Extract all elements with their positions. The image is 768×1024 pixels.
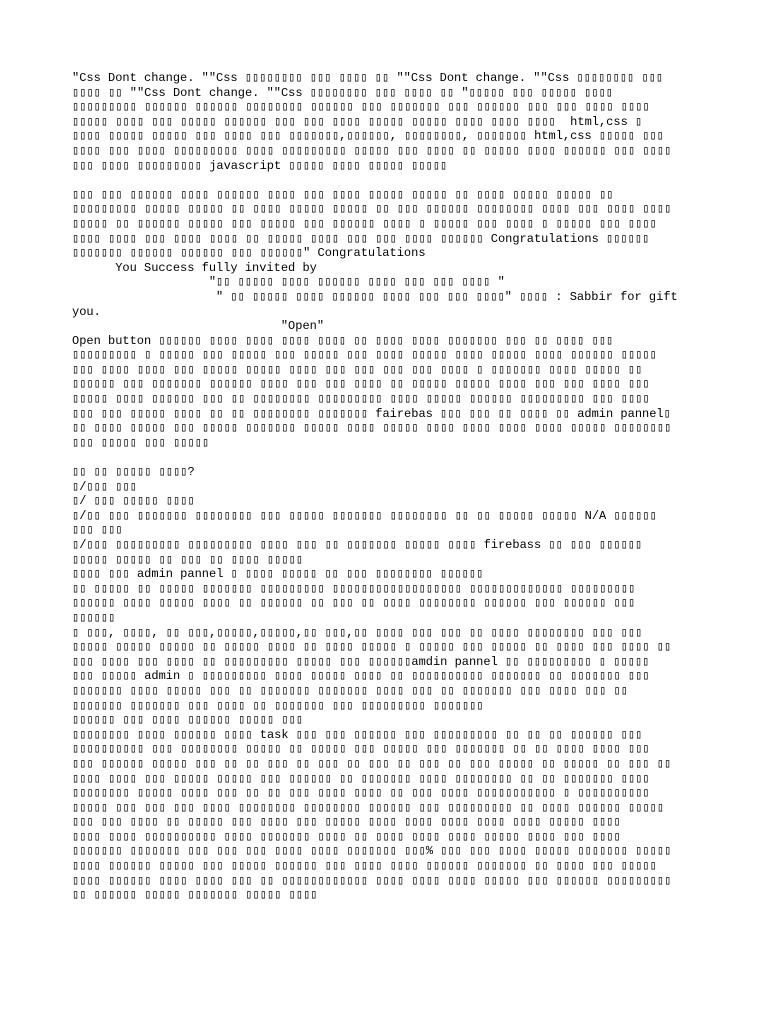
document-body-text xyxy=(72,71,712,903)
blank-line xyxy=(72,450,712,465)
text-line: You Success fully invited by xyxy=(72,260,317,275)
text-line: ▯▯▯▯▯▯▯▯▯ ▯▯▯▯▯▯ ▯▯▯▯▯▯ ▯▯▯▯▯▯▯▯ ▯▯▯▯▯▯ ▯▯▯ ▯▯▯▯▯▯▯ ▯▯▯ ▯▯▯▯▯▯ ▯▯▯ ▯▯▯ ▯▯▯▯ ▯▯▯▯ xyxy=(72,100,650,115)
text-line: ▯▯▯ ▯▯▯▯ ▯▯▯ ▯▯▯▯ ▯▯ ▯▯▯▯▯▯▯▯▯ ▯▯▯▯▯ ▯▯▯ ▯▯▯▯▯▯amdin pannel ▯▯ ▯▯▯▯▯▯▯▯▯ ▯ ▯▯▯▯▯ xyxy=(72,654,650,669)
text-line: ▯▯▯▯▯▯▯ ▯▯▯▯▯▯ ▯▯▯▯▯▯ ▯▯▯ ▯▯▯▯▯▯" Congratulations xyxy=(72,246,426,261)
blank-line xyxy=(72,173,712,188)
text-line: ▯▯▯▯▯▯ ▯▯▯ ▯▯▯▯ ▯▯▯▯▯▯ ▯▯▯▯▯ ▯▯▯ xyxy=(72,713,304,728)
text-line: ▯▯▯ ▯▯▯▯▯ admin ▯ ▯▯▯▯▯▯▯▯▯ ▯▯▯▯ ▯▯▯▯▯ ▯▯▯▯ ▯▯ ▯▯▯▯▯▯▯▯▯▯ ▯▯▯▯▯▯▯ ▯▯ ▯▯▯▯▯▯▯ ▯▯▯ xyxy=(72,669,650,684)
text-line: you. xyxy=(72,304,101,319)
text-line: ▯▯▯ ▯▯▯▯▯▯ ▯▯▯▯▯ ▯▯▯ ▯▯ ▯▯ ▯▯▯ ▯▯ ▯▯▯ ▯▯ ▯▯▯ ▯▯ ▯▯▯ ▯▯ ▯▯▯ ▯▯▯▯▯ ▯▯ ▯▯▯▯▯ ▯▯ ▯▯▯ ▯▯ xyxy=(72,756,672,771)
text-line: ▯▯▯▯ ▯▯▯▯ ▯▯▯ ▯▯▯▯▯ ▯▯▯▯▯ ▯▯▯ ▯▯▯▯▯▯ ▯▯ ▯▯▯▯▯▯▯ ▯▯▯▯ ▯▯▯▯▯▯▯▯ ▯▯ ▯▯ ▯▯▯▯▯▯▯ ▯▯▯▯ xyxy=(72,771,650,786)
text-line: ▯▯▯▯ ▯▯▯▯▯ ▯▯▯▯▯ ▯▯▯ ▯▯▯▯ ▯▯▯ ▯▯▯▯▯▯▯,▯▯▯▯▯▯, ▯▯▯▯▯▯▯▯, ▯▯▯▯▯▯▯ html,css ▯▯▯▯▯ ▯▯▯ xyxy=(72,129,664,144)
text-line: ▯▯▯▯▯▯▯ ▯▯▯▯▯▯▯ ▯▯▯ ▯▯▯▯ ▯▯ ▯▯▯▯▯▯▯ ▯▯▯ ▯▯▯▯▯▯▯▯▯ ▯▯▯▯▯▯▯ xyxy=(72,698,484,713)
text-line: ▯▯▯▯▯▯▯▯▯ ▯ ▯▯▯▯▯ ▯▯▯ ▯▯▯▯▯ ▯▯▯ ▯▯▯▯▯ ▯▯▯ ▯▯▯▯ ▯▯▯▯▯ ▯▯▯▯ ▯▯▯▯▯ ▯▯▯▯ ▯▯▯▯▯▯ ▯▯▯▯▯ xyxy=(72,348,657,363)
text-line: "Open" xyxy=(72,319,325,334)
text-line: ▯▯▯ ▯▯▯ xyxy=(72,523,123,538)
text-line: Open button ▯▯▯▯▯▯ ▯▯▯▯ ▯▯▯▯ ▯▯▯▯ ▯▯▯▯ ▯▯ ▯▯▯▯ ▯▯▯▯ ▯▯▯▯▯▯▯ ▯▯▯ ▯▯ ▯▯▯▯ ▯▯▯ xyxy=(72,333,614,348)
text-line: ▯▯▯▯▯ ▯▯▯▯▯ ▯▯▯▯▯ ▯▯ ▯▯▯▯▯ ▯▯▯▯ ▯▯ ▯▯▯▯ ▯▯▯▯▯ ▯ ▯▯▯▯▯ ▯▯▯ ▯▯▯▯▯ ▯▯ ▯▯▯▯ ▯▯▯ ▯▯▯▯ ▯▯ xyxy=(72,640,672,655)
text-line: ▯▯▯▯ ▯▯▯ admin pannel ▯ ▯▯▯▯ ▯▯▯▯▯ ▯▯ ▯▯▯ ▯▯▯▯▯▯▯▯ ▯▯▯▯▯▯ xyxy=(72,567,484,582)
text-line: ▯▯▯▯▯ ▯▯▯ ▯▯▯ ▯▯▯ ▯▯▯▯ ▯▯▯▯▯▯▯▯ ▯▯▯▯▯▯▯▯ ▯▯▯▯▯▯ ▯▯▯ ▯▯▯▯▯▯▯▯▯ ▯▯ ▯▯▯▯ ▯▯▯▯▯▯ ▯▯▯▯▯ xyxy=(72,800,665,815)
text-line: ▯▯▯▯▯▯▯ ▯▯▯▯ ▯▯▯▯▯ ▯▯▯ ▯▯ ▯▯▯▯▯▯▯ ▯▯▯▯▯▯▯ ▯▯▯▯ ▯▯▯ ▯▯ ▯▯▯▯▯▯▯ ▯▯▯ ▯▯▯▯ ▯▯▯ ▯▯ xyxy=(72,683,628,698)
text-line: ▯▯ ▯▯▯▯▯▯ ▯▯▯▯▯ ▯▯▯▯▯▯▯ ▯▯▯▯▯ ▯▯▯▯ xyxy=(72,888,318,903)
text-line: ▯▯▯▯▯▯▯▯ ▯▯▯▯▯ ▯▯▯▯ ▯▯▯ ▯▯ ▯▯ ▯▯▯ ▯▯▯▯ ▯▯▯▯ ▯▯ ▯▯▯ ▯▯▯▯ ▯▯▯▯▯▯▯▯▯▯▯ ▯ ▯▯▯▯▯▯▯▯▯▯ xyxy=(72,786,650,801)
text-line: ▯▯▯▯ ▯▯ ""Css Dont change. ""Css ▯▯▯▯▯▯▯▯ ▯▯▯ ▯▯▯▯ ▯▯ "▯▯▯▯▯ ▯▯▯ ▯▯▯▯▯ ▯▯▯▯ xyxy=(72,85,614,100)
text-line: ▯▯▯▯▯▯▯ ▯▯▯▯▯▯▯ ▯▯▯ ▯▯▯ ▯▯▯ ▯▯▯▯ ▯▯▯▯ ▯▯▯▯▯▯▯ ▯▯▯% ▯▯▯ ▯▯▯ ▯▯▯▯ ▯▯▯▯▯ ▯▯▯▯▯▯▯ ▯▯▯▯▯ xyxy=(72,844,672,859)
text-line: ▯▯▯▯▯▯ ▯▯▯▯ ▯▯▯▯▯ ▯▯▯▯ ▯▯ ▯▯▯▯▯▯ ▯▯ ▯▯▯ ▯▯ ▯▯▯▯ ▯▯▯▯▯▯▯▯ ▯▯▯▯▯▯ ▯▯▯ ▯▯▯▯▯▯ ▯▯▯ xyxy=(72,596,636,611)
text-line: ▯▯▯▯ ▯▯▯ ▯▯▯▯ ▯▯▯▯▯▯▯▯▯ ▯▯▯▯ ▯▯▯▯▯▯▯▯▯ ▯▯▯▯▯ ▯▯▯ ▯▯▯▯ ▯▯ ▯▯▯▯▯ ▯▯▯▯ ▯▯▯▯▯▯ ▯▯▯ ▯▯▯▯ xyxy=(72,143,672,158)
text-line: "▯▯ ▯▯▯▯▯ ▯▯▯▯ ▯▯▯▯▯▯ ▯▯▯▯ ▯▯▯ ▯▯▯ ▯▯▯▯ " xyxy=(72,275,505,290)
text-line: ▯▯▯▯▯ ▯▯▯▯ ▯▯▯ ▯▯▯▯▯ ▯▯▯▯▯▯ ▯▯▯ ▯▯▯ ▯▯▯▯ ▯▯▯▯▯ ▯▯▯▯▯ ▯▯▯▯ ▯▯▯▯ ▯▯▯▯ html,css ▯ xyxy=(72,114,643,129)
text-line: ▯▯▯▯▯ ▯▯▯▯ ▯▯▯▯▯▯ ▯▯▯ ▯▯ ▯▯▯▯▯▯▯▯ ▯▯▯▯▯▯▯▯▯ ▯▯▯▯ ▯▯▯▯▯ ▯▯▯▯▯▯ ▯▯▯▯▯▯▯▯▯ ▯▯▯ ▯▯▯▯ xyxy=(72,392,650,407)
text-line: ▯ ▯▯▯, ▯▯▯▯, ▯▯ ▯▯▯,▯▯▯▯▯,▯▯▯▯▯,▯▯ ▯▯▯,▯▯ ▯▯▯▯ ▯▯▯ ▯▯▯ ▯▯ ▯▯▯▯ ▯▯▯▯▯▯▯▯ ▯▯▯ ▯▯▯ xyxy=(72,625,643,640)
text-line: ▯/▯▯▯ ▯▯▯ xyxy=(72,479,137,494)
text-line: ▯▯ ▯▯ ▯▯▯▯▯ ▯▯▯▯? xyxy=(72,465,195,480)
text-line: ▯/▯▯▯ ▯▯▯▯▯▯▯▯▯ ▯▯▯▯▯▯▯▯▯ ▯▯▯▯ ▯▯▯ ▯▯ ▯▯▯▯▯▯▯ ▯▯▯▯▯ ▯▯▯▯ firebass ▯▯ ▯▯▯ ▯▯▯▯▯▯ xyxy=(72,538,643,552)
text-line: ▯/ ▯▯▯ ▯▯▯▯▯ ▯▯▯▯ xyxy=(72,494,195,509)
text-line: ▯▯▯▯▯▯▯▯▯ ▯▯▯▯▯ ▯▯▯▯▯ ▯▯ ▯▯▯▯ ▯▯▯▯▯ ▯▯▯▯▯ ▯▯ ▯▯▯ ▯▯▯▯▯▯ ▯▯▯▯▯▯▯▯ ▯▯▯▯ ▯▯▯ ▯▯▯▯ ▯▯▯▯ xyxy=(72,202,672,217)
text-line: " ▯▯ ▯▯▯▯▯ ▯▯▯▯ ▯▯▯▯▯▯ ▯▯▯▯ ▯▯▯ ▯▯▯ ▯▯▯▯" ▯▯▯▯ : Sabbir for gift xyxy=(72,289,678,304)
text-line: ▯/▯▯ ▯▯▯ ▯▯▯▯▯▯▯ ▯▯▯▯▯▯▯▯ ▯▯▯ ▯▯▯▯▯ ▯▯▯▯▯▯▯ ▯▯▯▯▯▯▯▯ ▯▯ ▯▯ ▯▯▯▯▯ ▯▯▯▯▯ N/A ▯▯▯▯▯▯ xyxy=(72,508,657,523)
text-line: ▯▯▯ ▯▯▯▯▯ ▯▯▯ ▯▯▯▯▯ xyxy=(72,435,210,450)
text-line: ▯▯▯▯▯ ▯▯▯▯▯ ▯▯ ▯▯▯ ▯▯ ▯▯▯▯ ▯▯▯▯▯ xyxy=(72,552,304,567)
text-line: ▯▯▯ ▯▯▯ ▯▯▯▯▯ ▯▯▯▯ ▯▯ ▯▯ ▯▯▯▯▯▯▯▯ ▯▯▯▯▯▯▯ fairebas ▯▯▯ ▯▯▯ ▯▯ ▯▯▯▯ ▯▯ admin pannel▯ xyxy=(72,406,671,421)
text-line: ▯▯▯▯ ▯▯▯▯ ▯▯▯▯▯▯▯▯▯▯ ▯▯▯▯ ▯▯▯▯▯▯▯ ▯▯▯▯ ▯▯ ▯▯▯▯ ▯▯▯▯ ▯▯▯▯ ▯▯▯▯▯ ▯▯▯▯ ▯▯▯ ▯▯▯▯ xyxy=(72,829,621,844)
text-line: ▯▯▯▯ ▯▯▯▯▯▯ ▯▯▯▯ ▯▯▯▯ ▯▯▯ ▯▯ ▯▯▯▯▯▯▯▯▯▯▯▯ ▯▯▯▯ ▯▯▯▯ ▯▯▯▯ ▯▯▯▯▯ ▯▯▯ ▯▯▯▯▯▯ ▯▯▯▯▯▯▯▯▯ xyxy=(72,873,672,888)
text-line: ▯▯▯▯▯ ▯▯ ▯▯▯▯▯▯ ▯▯▯▯▯ ▯▯▯ ▯▯▯▯▯ ▯▯▯ ▯▯▯▯▯▯ ▯▯▯▯ ▯ ▯▯▯▯▯ ▯▯▯ ▯▯▯▯ ▯ ▯▯▯▯▯ ▯▯▯ ▯▯▯▯ xyxy=(72,216,657,231)
text-line: ▯▯▯▯▯▯▯▯ ▯▯▯▯ ▯▯▯▯▯▯ ▯▯▯▯ task ▯▯▯ ▯▯▯ ▯▯▯▯▯▯ ▯▯▯ ▯▯▯▯▯▯▯▯▯ ▯▯ ▯▯ ▯▯ ▯▯▯▯▯▯ ▯▯▯ xyxy=(72,727,643,742)
text-line: ▯▯▯ ▯▯▯▯ ▯▯▯▯▯▯▯▯▯ javascript ▯▯▯▯▯ ▯▯▯▯ ▯▯▯▯▯ ▯▯▯▯▯ xyxy=(72,158,448,173)
text-line: ▯▯▯▯▯▯ ▯▯▯ ▯▯▯▯▯▯▯ ▯▯▯▯▯▯ ▯▯▯▯ ▯▯▯ ▯▯▯ ▯▯▯▯ ▯▯ ▯▯▯▯▯ ▯▯▯▯▯ ▯▯▯▯ ▯▯▯ ▯▯▯ ▯▯▯▯ ▯▯▯ xyxy=(72,377,650,392)
text-line: "Css Dont change. ""Css ▯▯▯▯▯▯▯▯ ▯▯▯ ▯▯▯▯ ▯▯ ""Css Dont change. ""Css ▯▯▯▯▯▯▯▯ ▯▯▯ xyxy=(72,71,664,85)
text-line: ▯▯▯▯ ▯▯▯▯ ▯▯▯ ▯▯▯▯ ▯▯▯▯ ▯▯ ▯▯▯▯▯ ▯▯▯▯ ▯▯▯ ▯▯▯ ▯▯▯▯ ▯▯▯▯▯▯ Congratulations ▯▯▯▯▯▯ xyxy=(72,231,650,246)
text-line: ▯▯▯▯ ▯▯▯▯▯▯ ▯▯▯▯▯ ▯▯▯ ▯▯▯▯▯ ▯▯▯▯▯▯ ▯▯▯ ▯▯▯▯ ▯▯▯▯ ▯▯▯▯▯▯ ▯▯▯▯▯▯▯ ▯▯ ▯▯▯▯ ▯▯▯ ▯▯▯▯▯ xyxy=(72,859,657,874)
text-line: ▯▯▯ ▯▯▯▯ ▯▯▯▯ ▯▯▯ ▯▯▯▯▯ ▯▯▯▯▯ ▯▯▯▯ ▯▯▯ ▯▯▯ ▯▯▯ ▯▯▯ ▯▯▯▯ ▯ ▯▯▯▯▯▯▯ ▯▯▯▯ ▯▯▯▯▯ ▯▯ xyxy=(72,362,643,377)
text-line: ▯▯▯▯▯▯▯▯▯▯ ▯▯▯ ▯▯▯▯▯▯▯▯ ▯▯▯▯▯ ▯▯ ▯▯▯▯▯ ▯▯▯ ▯▯▯▯▯ ▯▯▯ ▯▯▯▯▯▯▯ ▯▯ ▯▯ ▯▯▯▯ ▯▯▯▯ ▯▯▯ xyxy=(72,742,650,757)
text-line: ▯▯▯ ▯▯▯ ▯▯▯▯▯▯ ▯▯▯▯ ▯▯▯▯▯▯ ▯▯▯▯ ▯▯▯ ▯▯▯▯ ▯▯▯▯▯ ▯▯▯▯▯ ▯▯ ▯▯▯▯ ▯▯▯▯▯ ▯▯▯▯▯ ▯▯ xyxy=(72,187,614,202)
text-line: ▯▯ ▯▯▯▯▯ ▯▯ ▯▯▯▯▯ ▯▯▯▯▯▯▯ ▯▯▯▯▯▯▯▯▯ ▯▯▯▯▯▯▯▯▯▯▯▯▯▯▯▯▯▯ ▯▯▯▯▯▯▯▯▯▯▯▯▯ ▯▯▯▯▯▯▯▯▯ xyxy=(72,581,636,596)
text-line: ▯▯▯ ▯▯▯ ▯▯▯▯ ▯▯ ▯▯▯▯▯ ▯▯▯ ▯▯▯▯ ▯▯▯ ▯▯▯▯▯ ▯▯▯▯ ▯▯▯▯ ▯▯▯▯ ▯▯▯▯ ▯▯▯▯ ▯▯▯▯▯ ▯▯▯▯ xyxy=(72,815,621,830)
text-line: ▯▯ ▯▯▯▯ ▯▯▯▯▯ ▯▯▯ ▯▯▯▯▯ ▯▯▯▯▯▯▯ ▯▯▯▯▯ ▯▯▯▯ ▯▯▯▯▯ ▯▯▯▯ ▯▯▯▯ ▯▯▯▯ ▯▯▯▯ ▯▯▯▯▯ ▯▯▯▯▯▯▯▯ xyxy=(72,421,672,436)
text-line: ▯▯▯▯▯▯ xyxy=(72,610,116,625)
